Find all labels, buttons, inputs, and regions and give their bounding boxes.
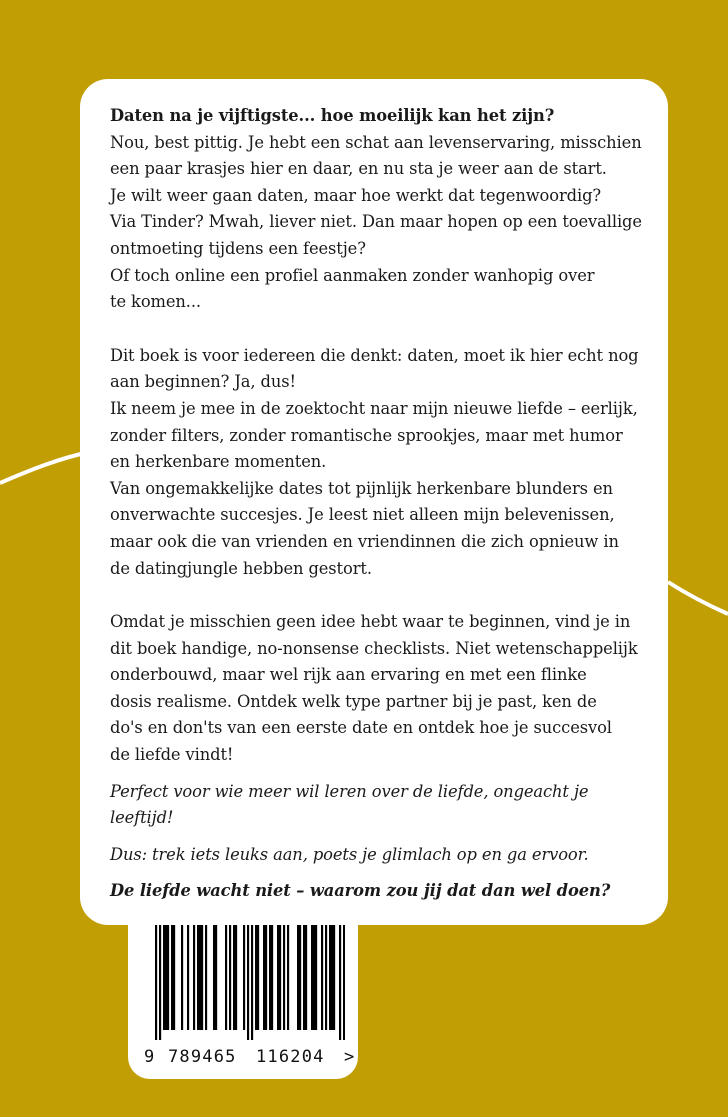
text-line: Nou, best pittig. Je hebt een schat aan levenservaring, misschien	[110, 132, 642, 152]
barcode-bar	[163, 922, 165, 1030]
barcode-bar	[167, 922, 169, 1030]
text-line: Omdat je misschien geen idee hebt waar te beginnen, vind je in	[110, 612, 631, 632]
barcode-bar	[287, 922, 289, 1030]
text-line: de liefde vindt!	[110, 745, 234, 765]
barcode-bar	[187, 922, 189, 1030]
barcode-bar	[313, 922, 315, 1030]
barcode-bar	[283, 922, 285, 1030]
barcode-bar	[199, 922, 201, 1030]
text-line: onverwachte succesjes. Je leest niet alleen mijn belevenissen,	[110, 505, 615, 525]
text-line: te komen...	[110, 292, 202, 312]
text-line: aan beginnen? Ja, dus!	[110, 372, 296, 392]
tagline-perfect: Perfect voor wie meer wil leren over de liefde, ongeacht je leeftijd!	[110, 781, 589, 828]
barcode-bar	[193, 922, 195, 1030]
barcode-bar	[213, 922, 215, 1030]
text-line: de datingjungle hebben gestort.	[110, 558, 372, 578]
barcode-bar	[305, 922, 307, 1030]
barcode-bar	[233, 922, 235, 1030]
text-line: dit boek handige, no-nonsense checklists. Niet wetenschappelijk	[110, 638, 638, 658]
barcode-bar	[321, 922, 323, 1030]
barcode-bar	[279, 922, 281, 1030]
closing-line: De liefde wacht niet – waarom zou jij dat dan wel doen?	[110, 881, 611, 901]
isbn-right-digits: 116204	[256, 1047, 325, 1067]
barcode-bar	[255, 922, 257, 1030]
barcode-bar	[181, 922, 183, 1030]
barcode-bar	[201, 922, 203, 1030]
text-line: maar ook die van vrienden en vriendinnen die zich opnieuw in	[110, 531, 619, 551]
text-line: onderbouwd, maar wel rijk aan ervaring en met een flinke	[110, 665, 587, 685]
headline: Daten na je vijftigste... hoe moeilijk kan het zijn?	[110, 106, 555, 125]
text-line: Je wilt weer gaan daten, maar hoe werkt dat tegenwoordig?	[110, 185, 602, 205]
barcode-bar	[339, 922, 341, 1040]
barcode-bar	[205, 922, 207, 1030]
text-line: ontmoeting tijdens een feestje?	[110, 238, 366, 258]
text-line: Of toch online een profiel aanmaken zonder wanhopig over	[110, 265, 595, 285]
back-cover-text-card	[80, 79, 668, 925]
barcode-bar	[311, 922, 313, 1030]
text-line: dosis realisme. Ontdek welk type partner bij je past, ken de	[110, 691, 597, 711]
isbn-first-digit: 9	[144, 1047, 155, 1067]
barcode-bar	[215, 922, 217, 1030]
barcode-bar	[251, 922, 253, 1040]
barcode-bar	[315, 922, 317, 1030]
barcode-bar	[271, 922, 273, 1030]
barcode-bar	[257, 922, 259, 1030]
barcode	[155, 922, 345, 1040]
barcode-bar	[343, 922, 345, 1040]
text-line: zonder filters, zonder romantische sprookjes, maar met humor	[110, 425, 623, 445]
barcode-bar	[197, 922, 199, 1030]
barcode-bar	[297, 922, 299, 1030]
paragraph-middle	[110, 343, 644, 582]
isbn-left-digits: 789465	[168, 1047, 237, 1067]
barcode-bar	[329, 922, 331, 1030]
barcode-bar	[331, 922, 333, 1030]
barcode-bar	[165, 922, 167, 1030]
barcode-bar	[171, 922, 173, 1030]
isbn-number	[144, 1047, 368, 1069]
barcode-bar	[243, 922, 245, 1030]
barcode-bar	[235, 922, 237, 1030]
barcode-bar	[263, 922, 265, 1030]
barcode-bar	[159, 922, 161, 1040]
tagline-dus: Dus: trek iets leuks aan, poets je glimlach op en ga ervoor.	[110, 844, 589, 864]
paragraph-intro	[110, 130, 644, 316]
barcode-bar	[225, 922, 227, 1030]
text-line: do's en don'ts van een eerste date en ontdek hoe je succesvol	[110, 718, 612, 738]
barcode-bar	[303, 922, 305, 1030]
barcode-bar	[277, 922, 279, 1030]
barcode-bar	[333, 922, 335, 1030]
text-line: een paar krasjes hier en daar, en nu sta je weer aan de start.	[110, 159, 607, 179]
text-line: Via Tinder? Mwah, liever niet. Dan maar hopen op een toevallige	[110, 212, 642, 232]
barcode-bar	[155, 922, 157, 1040]
text-line: Dit boek is voor iedereen die denkt: daten, moet ik hier echt nog	[110, 345, 639, 365]
barcode-bar	[325, 922, 327, 1030]
barcode-bar	[265, 922, 267, 1030]
barcode-bar	[229, 922, 231, 1030]
barcode-bar	[299, 922, 301, 1030]
barcode-bar	[269, 922, 271, 1030]
paragraph-checklists	[110, 609, 644, 769]
text-line: Van ongemakkelijke dates tot pijnlijk herkenbare blunders en	[110, 478, 613, 498]
text-line: en herkenbare momenten.	[110, 452, 327, 472]
barcode-bar	[247, 922, 249, 1040]
isbn-arrow: >	[344, 1047, 355, 1067]
barcode-bar	[173, 922, 175, 1030]
text-line: Ik neem je mee in de zoektocht naar mijn nieuwe liefde – eerlijk,	[110, 398, 638, 418]
